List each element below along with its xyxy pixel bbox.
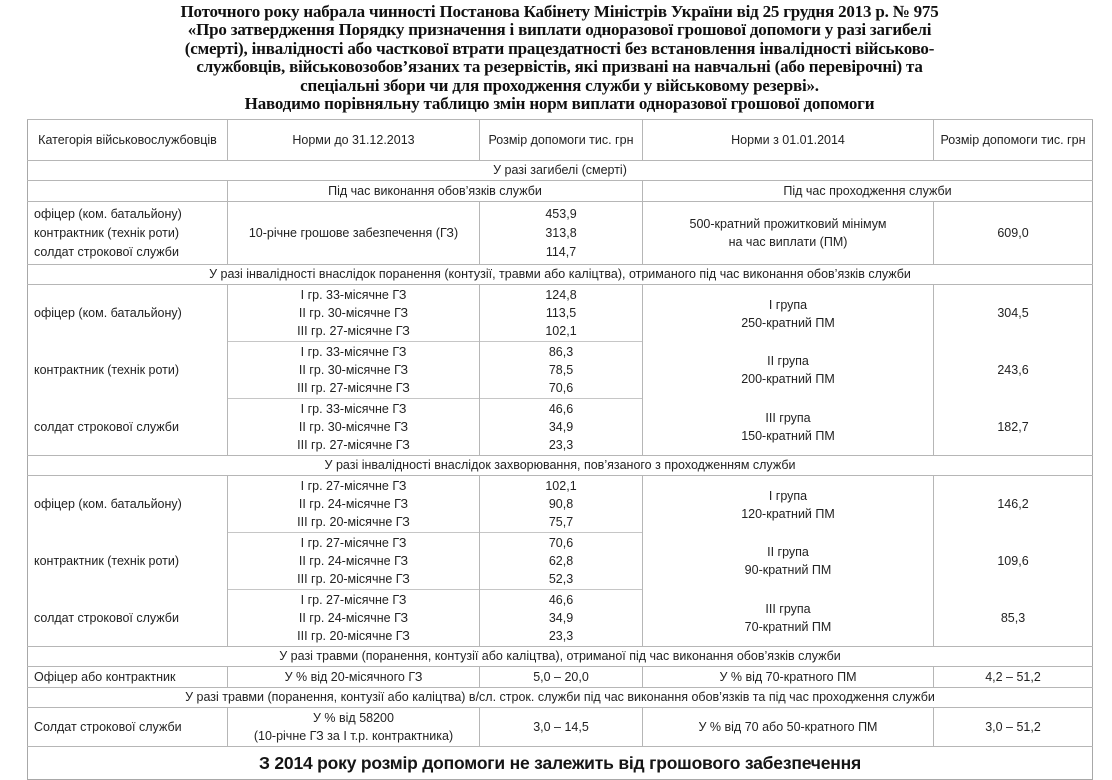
amount-line: 453,9 — [545, 206, 577, 221]
new-amount-cell: 109,6 — [934, 533, 1093, 590]
new-amount-cell: 243,6 — [934, 342, 1093, 399]
category-cell: Солдат строкової служби — [28, 708, 228, 747]
norm-line: ІІ гр. 24-місячне ГЗ — [298, 554, 409, 569]
old-amount-cell — [480, 533, 643, 590]
old-norm-cell — [228, 285, 480, 342]
norm-line: ІІ гр. 24-місячне ГЗ — [298, 611, 409, 626]
norm-line: ІІІ гр. 20-місячне ГЗ — [297, 572, 410, 587]
new-amount-cell: 146,2 — [934, 476, 1093, 533]
new-amount-cell: 304,5 — [934, 285, 1093, 342]
new-norm-cell — [643, 533, 934, 590]
subheader-service: Під час проходження служби — [643, 181, 1093, 202]
norm-line: І гр. 27-місячне ГЗ — [300, 479, 407, 494]
column-header-norms-old: Норми до 31.12.2013 — [228, 120, 480, 161]
table-row — [28, 202, 1093, 265]
new-norm-cell — [643, 285, 934, 342]
norm-line: ІІ гр. 30-місячне ГЗ — [298, 363, 409, 378]
section-row-death — [28, 161, 1093, 181]
norm-line: І гр. 27-місячне ГЗ — [300, 536, 407, 551]
new-norm-cell: У % від 70 або 50-кратного ПМ — [643, 708, 934, 747]
intro-line: «Про затвердження Порядку призначення і виплати одноразової грошової допомоги у разі загибелі — [187, 20, 932, 40]
norm-line: ІІІ гр. 27-місячне ГЗ — [297, 381, 410, 396]
amount-line: 46,6 — [548, 593, 574, 608]
category-cell: контрактник (технік роти) — [34, 362, 180, 377]
norm-line: ІІІ гр. 20-місячне ГЗ — [297, 629, 410, 644]
section-row-trauma-conscript — [28, 688, 1093, 708]
group-line: 250-кратний ПМ — [741, 315, 835, 330]
amount-line: 313,8 — [545, 225, 577, 240]
group-line: І група — [768, 488, 808, 503]
category-line: офіцер (ком. батальйону) — [34, 206, 182, 221]
new-amount-cell: 182,7 — [934, 399, 1093, 456]
category-cell: солдат строкової служби — [34, 419, 179, 434]
section-row-disability-wound — [28, 265, 1093, 285]
group-line: ІІ група — [767, 354, 809, 369]
group-line: 70-кратний ПМ — [744, 620, 832, 635]
amount-line: 114,7 — [545, 244, 577, 259]
amount-line: 70,6 — [548, 536, 574, 551]
group-line: ІІІ група — [765, 602, 811, 617]
category-cell: Офіцер або контрактник — [28, 667, 228, 688]
intro-line: Наводимо порівняльну таблицю змін норм виплати одноразової грошової допомоги — [244, 94, 875, 114]
norm-line: ІІІ гр. 27-місячне ГЗ — [297, 438, 410, 453]
table-row — [28, 342, 1093, 399]
table-row — [28, 285, 1093, 342]
new-amount-cell: 4,2 – 51,2 — [934, 667, 1093, 688]
amount-line: 70,6 — [548, 381, 574, 396]
empty-cell — [28, 181, 228, 202]
subheader-duty: Під час виконання обов’язків служби — [228, 181, 643, 202]
old-amount-cell — [480, 202, 643, 265]
amount-line: 62,8 — [548, 554, 574, 569]
section-title: У разі інвалідності внаслідок поранення (контузії, травми або каліцтва), отриманого під час виконання обов’язків служби — [28, 265, 1093, 285]
amount-line: 75,7 — [548, 515, 574, 530]
column-header-amount-old: Розмір допомоги тис. грн — [480, 120, 643, 161]
new-norm-cell — [643, 476, 934, 533]
new-norm-cell — [643, 590, 934, 647]
old-norm-cell — [228, 708, 480, 747]
group-line: ІІІ група — [765, 411, 811, 426]
intro-line: (смерті), інвалідності або часткової втрати працездатності без встановлення інвалідності військово- — [184, 38, 935, 58]
group-line: 150-кратний ПМ — [741, 429, 835, 444]
group-line: 120-кратний ПМ — [741, 506, 835, 521]
old-amount-cell — [480, 285, 643, 342]
old-norm-cell: 10-річне грошове забезпечення (ГЗ) — [228, 202, 480, 265]
category-cell: офіцер (ком. батальйону) — [28, 285, 228, 342]
new-norm-cell — [643, 342, 934, 399]
old-norm-cell: У % від 20-місячного ГЗ — [228, 667, 480, 688]
amount-line: 46,6 — [548, 402, 574, 417]
old-amount-cell: 3,0 – 14,5 — [480, 708, 643, 747]
amount-line: 86,3 — [548, 345, 574, 360]
table-row — [28, 667, 1093, 688]
category-cell: офіцер (ком. батальйону) — [28, 476, 228, 533]
table-row — [28, 590, 1093, 647]
section-title: У разі інвалідності внаслідок захворювання, пов’язаного з проходженням служби — [28, 456, 1093, 476]
norm-line: ІІІ гр. 27-місячне ГЗ — [297, 324, 410, 339]
old-amount-cell — [480, 590, 643, 647]
norm-line: ІІ гр. 30-місячне ГЗ — [298, 420, 409, 435]
intro-paragraph — [27, 3, 1092, 113]
intro-line: Поточного року набрала чинності Постанова Кабінету Міністрів України від 25 грудня 2013 р. № 975 — [180, 2, 939, 21]
group-line: 90-кратний ПМ — [744, 563, 832, 578]
new-amount-cell: 609,0 — [934, 202, 1093, 265]
table-row — [28, 708, 1093, 747]
group-line: ІІ група — [767, 545, 809, 560]
header-row — [28, 120, 1093, 161]
old-norm-cell — [228, 342, 480, 399]
norm-line: І гр. 33-місячне ГЗ — [300, 288, 407, 303]
norm-line: ІІ гр. 30-місячне ГЗ — [298, 306, 409, 321]
old-norm-cell — [228, 399, 480, 456]
norm-line: У % від 58200 — [313, 711, 394, 726]
amount-line: 23,3 — [548, 438, 574, 453]
table-row — [28, 476, 1093, 533]
section-title: У разі травми (поранення, контузії або каліцтва), отриманої під час виконання обов’язків служби — [28, 647, 1093, 667]
amount-line: 124,8 — [545, 288, 577, 303]
new-norm-cell — [643, 399, 934, 456]
norm-line: І гр. 27-місячне ГЗ — [300, 593, 407, 608]
old-amount-cell — [480, 476, 643, 533]
new-amount-cell: 85,3 — [934, 590, 1093, 647]
section-row-trauma-duty — [28, 647, 1093, 667]
amount-line: 23,3 — [548, 629, 574, 644]
footer-row — [28, 747, 1093, 780]
new-norm-cell — [643, 202, 934, 265]
intro-line: службовців, військовозобов’язаних та резервістів, які призвані на навчальні (або перевірочні) та — [196, 57, 923, 77]
column-header-amount-new: Розмір допомоги тис. грн — [934, 120, 1093, 161]
intro-line: спеціальні збори чи для проходження служби у військовому резерві». — [300, 75, 819, 95]
old-norm-cell — [228, 590, 480, 647]
norm-line: (10-річне ГЗ за І т.р. контрактника) — [253, 729, 454, 744]
old-norm-cell — [228, 476, 480, 533]
amount-line: 113,5 — [545, 306, 577, 321]
norm-line: 500-кратний прожитковий мінімум — [689, 217, 887, 232]
amount-line: 90,8 — [548, 497, 574, 512]
category-cell: контрактник (технік роти) — [34, 553, 180, 568]
norm-line: І гр. 33-місячне ГЗ — [300, 402, 407, 417]
section-title: У разі загибелі (смерті) — [28, 161, 1093, 181]
category-cell: солдат строкової служби — [34, 610, 179, 625]
section-row-disability-illness — [28, 456, 1093, 476]
new-norm-cell: У % від 70-кратного ПМ — [643, 667, 934, 688]
amount-line: 34,9 — [548, 420, 574, 435]
norm-line: ІІ гр. 24-місячне ГЗ — [298, 497, 409, 512]
category-line: солдат строкової служби — [34, 244, 179, 259]
norm-line: ІІІ гр. 20-місячне ГЗ — [297, 515, 410, 530]
amount-line: 102,1 — [545, 324, 577, 339]
old-amount-cell — [480, 399, 643, 456]
amount-line: 52,3 — [548, 572, 574, 587]
table-row — [28, 399, 1093, 456]
new-amount-cell: 3,0 – 51,2 — [934, 708, 1093, 747]
section-title: У разі травми (поранення, контузії або каліцтва) в/сл. строк. служби під час виконання обов’язків та під час проходження служби — [28, 688, 1093, 708]
norm-line: на час виплати (ПМ) — [728, 235, 848, 250]
footer-note: З 2014 року розмір допомоги не залежить від грошового забезпечення — [28, 747, 1093, 780]
category-cell — [28, 202, 228, 265]
old-amount-cell — [480, 342, 643, 399]
amount-line: 78,5 — [548, 363, 574, 378]
group-line: І група — [768, 297, 808, 312]
amount-line: 34,9 — [548, 611, 574, 626]
column-header-norms-new: Норми з 01.01.2014 — [643, 120, 934, 161]
norm-line: І гр. 33-місячне ГЗ — [300, 345, 407, 360]
category-line: контрактник (технік роти) — [34, 225, 180, 240]
table-row — [28, 533, 1093, 590]
column-header-category: Категорія військовослужбовців — [28, 120, 228, 161]
old-amount-cell: 5,0 – 20,0 — [480, 667, 643, 688]
subheader-row — [28, 181, 1093, 202]
group-line: 200-кратний ПМ — [741, 372, 835, 387]
comparison-table — [27, 119, 1093, 780]
old-norm-cell — [228, 533, 480, 590]
amount-line: 102,1 — [545, 479, 577, 494]
